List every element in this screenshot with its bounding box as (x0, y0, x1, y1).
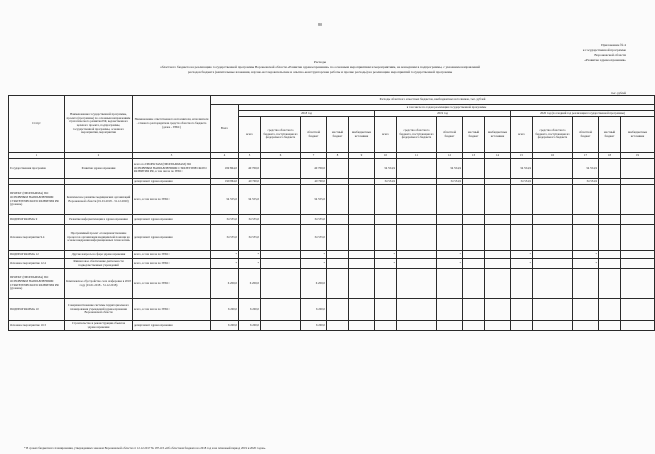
row-value (599, 185, 621, 215)
row-responsible: всего, в том числе по ГРБС: (133, 299, 211, 321)
row-value: * (375, 251, 397, 259)
row-value: 6 200,0 (211, 299, 239, 321)
row-value: * (301, 251, 327, 259)
row-value (599, 251, 621, 259)
document-heading (40, 60, 600, 75)
units-label: тыс. рублей (611, 91, 626, 95)
header-local: местный бюджет (463, 117, 485, 153)
row-value (533, 269, 573, 299)
row-value (573, 269, 599, 299)
row-value: 34 555,0 (211, 215, 239, 225)
row-value (375, 299, 397, 321)
column-number: 2 (65, 153, 133, 159)
document-title: Расходы (313, 60, 327, 64)
appendix-line: Приложение № 4 (601, 43, 626, 47)
row-value: 6 200,0 (239, 269, 261, 299)
row-value (397, 259, 437, 269)
row-value (349, 159, 375, 179)
header-year-2018: 2018 год (239, 111, 375, 117)
row-value: 34 555,0 (239, 225, 261, 251)
row-value: * (301, 259, 327, 269)
row-value: 34 554,9 (573, 159, 599, 179)
column-number: 5 (239, 153, 261, 159)
row-value (599, 299, 621, 321)
row-value (621, 251, 655, 259)
table-row (9, 299, 655, 321)
row-value (573, 299, 599, 321)
row-value (437, 225, 463, 251)
row-value: 6 200,0 (211, 269, 239, 299)
column-number: 11 (397, 153, 437, 159)
row-value: 6 200,0 (239, 299, 261, 321)
row-status: Основное мероприятие 10.3 (9, 321, 65, 331)
document-description: расходов бюджета (капитальные вложения, научно-исследовательские и опытно-конструкторские работы и прочие расходы) на реализацию мероприятий государственной программы (187, 70, 453, 74)
row-value: 34 554,9 (437, 179, 463, 185)
column-number: 12 (437, 153, 463, 159)
row-value: 40 700,0 (301, 179, 327, 185)
row-value (437, 321, 463, 331)
row-value (573, 321, 599, 331)
row-value: 34 554,9 (375, 179, 397, 185)
row-value: 34 555,0 (301, 215, 327, 225)
row-value (511, 215, 533, 225)
appendix-line: к государственной программе (582, 48, 626, 52)
header-local: местный бюджет (327, 117, 349, 153)
row-value (327, 299, 349, 321)
row-value (375, 269, 397, 299)
header-regional: областной бюджет (573, 117, 599, 153)
table-row (9, 259, 655, 269)
column-number: 9 (349, 153, 375, 159)
row-value (621, 185, 655, 215)
column-number: 13 (463, 153, 485, 159)
row-value: 6 200,0 (301, 269, 327, 299)
header-year-2020: 2020 год (последний год реализации государственной программы) (511, 111, 655, 117)
appendix-line: «Развитие здравоохранения» (584, 58, 626, 62)
row-value: 34 554,9 (511, 159, 533, 179)
row-value (261, 159, 301, 179)
row-value (621, 259, 655, 269)
row-value: 34 555,0 (239, 215, 261, 225)
column-number: 1 (9, 153, 65, 159)
table-row (9, 321, 655, 331)
header-nonbudget: внебюджетные источники (485, 117, 511, 153)
row-status: Основное мероприятие 9.4 (9, 225, 65, 251)
row-value (511, 269, 533, 299)
row-value: 199 864,0 (211, 179, 239, 185)
header-responsible: Наименование ответственного исполнителя, исполнителя - главного распорядителя средств областного бюджета (далее - ГРБС) (133, 96, 211, 153)
row-responsible: департамент здравоохранения (133, 225, 211, 251)
row-value (437, 299, 463, 321)
header-local: местный бюджет (599, 117, 621, 153)
row-value: 34 555,0 (301, 225, 327, 251)
row-value (261, 321, 301, 331)
row-value (463, 259, 485, 269)
row-value (533, 251, 573, 259)
row-status: Основное мероприятие 12.4 (9, 259, 65, 269)
header-nonbudget: внебюджетные источники (349, 117, 375, 153)
row-value: 34 555,0 (301, 185, 327, 215)
row-value (261, 185, 301, 215)
row-value (621, 159, 655, 179)
row-value: * (239, 251, 261, 259)
row-value (599, 259, 621, 269)
row-value (533, 259, 573, 269)
row-value (349, 225, 375, 251)
header-regional: областной бюджет (301, 117, 327, 153)
row-value (437, 215, 463, 225)
header-expenses-group: Расходы областного и местных бюджетов, внебюджетных источников, тыс. рублей (211, 96, 655, 105)
row-value (599, 215, 621, 225)
row-value (599, 321, 621, 331)
row-value (327, 259, 349, 269)
row-value (621, 215, 655, 225)
row-program-name: Другие вопросы в сфере здравоохранения (65, 251, 133, 259)
row-value (485, 251, 511, 259)
row-value (533, 225, 573, 251)
row-value (349, 299, 375, 321)
row-value (485, 225, 511, 251)
column-number: 6 (261, 153, 301, 159)
row-value: * (511, 251, 533, 259)
row-value (599, 159, 621, 179)
row-value (621, 225, 655, 251)
row-value (349, 259, 375, 269)
row-value (397, 251, 437, 259)
row-value (349, 251, 375, 259)
row-responsible: всего, в том числе по ГРБС: (133, 185, 211, 215)
row-responsible: департамент здравоохранения (133, 321, 211, 331)
row-value (375, 321, 397, 331)
header-total-sub: всего (375, 117, 397, 153)
row-program-name: Развитие информатизации в здравоохранении (65, 215, 133, 225)
row-value (397, 225, 437, 251)
row-program-name: Комплексное обустройство села Алферовка в 2018 году (01.01.2018 - 31.12.2018) (65, 269, 133, 299)
table-row (9, 159, 655, 179)
row-value (511, 321, 533, 331)
row-value: 40 700,0 (239, 179, 261, 185)
row-value (349, 185, 375, 215)
row-value: 34 555,0 (211, 225, 239, 251)
row-value: 34 554,9 (375, 159, 397, 179)
row-value: 199 864,0 (211, 159, 239, 179)
row-value: 34 554,9 (437, 159, 463, 179)
header-total: Всего (211, 105, 239, 153)
row-value (599, 225, 621, 251)
document-description: областного бюджета на реализацию государственной программы Воронежской области «Развитие здравоохранения» по основным мероприятиям и мероприятиям, не вошедшим в подпрограммы, с указанием направлений (160, 65, 480, 69)
row-value (349, 215, 375, 225)
row-value (511, 299, 533, 321)
expenses-table (8, 95, 655, 331)
row-value (397, 321, 437, 331)
header-status: Статус (9, 96, 65, 153)
row-value (327, 185, 349, 215)
row-value (375, 185, 397, 215)
column-number: 7 (301, 153, 327, 159)
column-number: 15 (511, 153, 533, 159)
row-value (397, 159, 437, 179)
row-status: ПОДПРОГРАММА 10 (9, 299, 65, 321)
header-nonbudget: внебюджетные источники (621, 117, 655, 153)
row-value (621, 321, 655, 331)
row-value (463, 251, 485, 259)
row-value: * (211, 251, 239, 259)
row-value (511, 185, 533, 215)
row-value (261, 259, 301, 269)
row-value: * (375, 259, 397, 269)
row-value (327, 215, 349, 225)
row-value (621, 269, 655, 299)
row-value (375, 215, 397, 225)
row-value (397, 269, 437, 299)
row-value (327, 269, 349, 299)
row-value (485, 185, 511, 215)
row-status: ПРОЕКТ (ПРОГРАММА) ПО ОСНОВНЫМ НАПРАВЛЕНИЯМ СТРАТЕГИЧЕСКОГО РАЗВИТИЯ РФ (уровень) (9, 185, 65, 215)
row-value (327, 321, 349, 331)
row-value (485, 299, 511, 321)
table-row (9, 225, 655, 251)
row-responsible: всего, в том числе по ГРБС: (133, 269, 211, 299)
row-value (261, 225, 301, 251)
row-value: * (437, 259, 463, 269)
row-value (485, 321, 511, 331)
row-value (349, 321, 375, 331)
column-number: 4 (211, 153, 239, 159)
row-responsible: департамент здравоохранения (133, 215, 211, 225)
row-value: * (573, 259, 599, 269)
row-value (533, 159, 573, 179)
row-responsible: всего, в том числе по ГРБС: (133, 251, 211, 259)
row-responsible: всего, в том числе по ГРБС: (133, 259, 211, 269)
row-value (621, 299, 655, 321)
row-program-name: Программный проект «Совершенствование процессов организации медицинской помощи на основе внедрения информационных технологий» (65, 225, 133, 251)
header-program-period: в том числе по годам реализации государственной программы (239, 105, 655, 111)
header-program: Наименование государственной программы, проекта (программы) по основным направлениям стратегического развития РФ, ведомственного целевого проекта, подпрограммы, государственной программы, основного мероприятия, мероприятия (65, 96, 133, 153)
row-program-name: Развитие здравоохранения (65, 159, 133, 179)
row-value (437, 185, 463, 215)
footnote: * В сроках бюджетного планирования, утвержденных законом Воронежской области от 12.12.2017 № 187-ОЗ «Об областном бюджете на 2018 год и на плановый период 2019 и 2020 годов». (24, 446, 267, 450)
row-value (533, 299, 573, 321)
row-status: ПРОЕКТ (ПРОГРАММА) ПО ОСНОВНЫМ НАПРАВЛЕНИЯМ СТРАТЕГИЧЕСКОГО РАЗВИТИЯ РФ (уровень) (9, 269, 65, 299)
row-value (437, 269, 463, 299)
row-value: * (437, 251, 463, 259)
column-number: 8 (327, 153, 349, 159)
row-status: ПОДПРОГРАММА 9 (9, 215, 65, 225)
row-value: 34 554,9 (573, 179, 599, 185)
row-value (463, 215, 485, 225)
row-value: 40 700,0 (239, 159, 261, 179)
row-value (485, 159, 511, 179)
row-status: Государственная программа (9, 159, 65, 179)
row-value: 6 200,0 (211, 321, 239, 331)
table-row (9, 215, 655, 225)
row-value: * (573, 251, 599, 259)
column-number: 18 (599, 153, 621, 159)
table-row (9, 269, 655, 299)
row-value (261, 215, 301, 225)
table-row (9, 251, 655, 259)
row-value: 6 200,0 (301, 299, 327, 321)
row-value (599, 269, 621, 299)
header-federal: средства областного бюджета, поступающие из федерального бюджета (397, 117, 437, 153)
column-number: 19 (621, 153, 655, 159)
row-program-name: Совершенствование системы территориального планирования учреждений здравоохранения Воронежской области (65, 299, 133, 321)
row-value (375, 225, 397, 251)
header-federal: средства областного бюджета, поступающие из федерального бюджета (261, 117, 301, 153)
row-program-name: Комплексное развитие медицинских организаций Воронежской области (01.01.2018 - 31.12.2020) (65, 185, 133, 215)
row-value: * (511, 259, 533, 269)
header-total-sub: всего (511, 117, 533, 153)
row-value: 34 555,0 (239, 185, 261, 215)
table-row (9, 185, 655, 215)
row-value: 6 200,0 (301, 321, 327, 331)
row-status: ПОДПРОГРАММА 12 (9, 251, 65, 259)
row-program-name: Финансовое обеспечение деятельности подведомственных учреждений (65, 259, 133, 269)
row-value (463, 225, 485, 251)
row-value (485, 215, 511, 225)
row-value: * (211, 259, 239, 269)
row-value (261, 299, 301, 321)
row-value (573, 225, 599, 251)
row-value (463, 321, 485, 331)
row-value (463, 185, 485, 215)
row-value (533, 215, 573, 225)
row-value (533, 185, 573, 215)
row-value (573, 185, 599, 215)
row-value (511, 225, 533, 251)
header-year-2019: 2019 год (375, 111, 511, 117)
row-value: 6 200,0 (239, 321, 261, 331)
row-value (573, 215, 599, 225)
appendix-line: Воронежской области (594, 53, 626, 57)
row-value (463, 159, 485, 179)
row-value (397, 215, 437, 225)
row-value (463, 299, 485, 321)
column-number: 10 (375, 153, 397, 159)
row-value (261, 251, 301, 259)
row-value: 40 700,0 (301, 159, 327, 179)
row-responsible: департамент здравоохранения (133, 179, 211, 185)
row-value: 34 554,9 (511, 179, 533, 185)
header-federal: средства областного бюджета, поступающие из федерального бюджета (533, 117, 573, 153)
row-program-name: Строительство и реконструкция объектов здравоохранения (65, 321, 133, 331)
row-value: * (239, 259, 261, 269)
row-value: 34 555,0 (211, 185, 239, 215)
row-value (463, 269, 485, 299)
column-number: 14 (485, 153, 511, 159)
column-number: 3 (133, 153, 211, 159)
row-value (533, 321, 573, 331)
row-value (261, 269, 301, 299)
row-value (397, 299, 437, 321)
row-responsible: всего по ПРОЕКТАМ (ПРОГРАММАМ) ПО ОСНОВНЫМ НАПРАВЛЕНИЯМ СТРАТЕГИЧЕСКОГО РАЗВИТИЯ РФ, в том числе по ГРБС: (133, 159, 211, 179)
row-value (349, 269, 375, 299)
row-value (327, 159, 349, 179)
page-number: 80 (318, 22, 322, 27)
header-regional: областной бюджет (437, 117, 463, 153)
row-value (485, 259, 511, 269)
row-value (327, 251, 349, 259)
row-value (397, 185, 437, 215)
column-number: 16 (533, 153, 573, 159)
column-number: 17 (573, 153, 599, 159)
row-value (327, 225, 349, 251)
header-total-sub: всего (239, 117, 261, 153)
row-value (485, 269, 511, 299)
